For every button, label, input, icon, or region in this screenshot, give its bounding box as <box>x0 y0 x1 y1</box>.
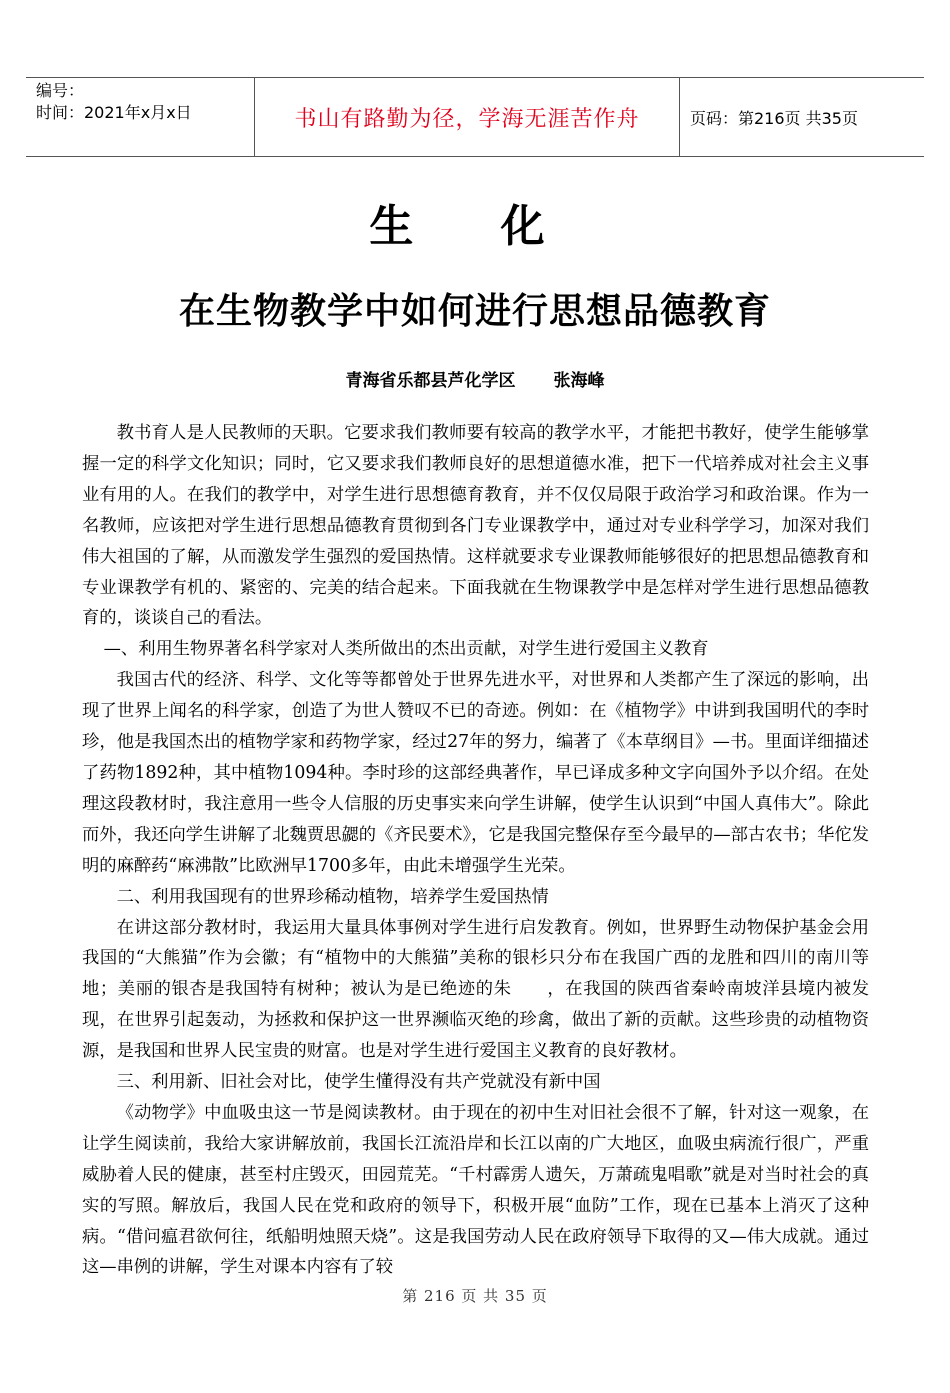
header-motto-cell <box>254 78 680 156</box>
header-page-info: 页码：第216页 共35页 <box>690 108 858 128</box>
header-meta <box>26 78 254 156</box>
section-heading: —、利用生物界著名科学家对人类所做出的杰出贡献，对学生进行爱国主义教育 <box>103 639 709 660</box>
author-line <box>0 366 950 391</box>
section-heading: 三、利用新、旧社会对比，使学生懂得没有共产党就没有新中国 <box>116 1072 601 1093</box>
page-header <box>26 77 924 157</box>
paragraph: 教书育人是人民教师的天职。它要求我们教师要有较高的教学水平，才能把书教好，使学生能够掌握一定的科学文化知识；同时，它又要求我们教师良好的思想道德水准，把下一代培养成对社会主义事业有用的人。在我们的教学中，对学生进行思想德育教育，并不仅仅局限于政治学习和政治课。作为一名教师，应该把对学生进行思想品德教育贯彻到各门专业课教学中，通过对专业科学学习，加深对我们伟大祖国的了解，从而激发学生强烈的爱国热情。这样就要求专业课教师能够很好的把思想品德教育和专业课教学有机的、紧密的、完美的结合起来。下面我就在生物课教学中是怎样对学生进行思想品德教育的，谈谈自己的看法。 <box>82 423 869 629</box>
time-label: 时间：2021年x月x日 <box>36 103 192 122</box>
paragraph: 在讲这部分教材时，我运用大量具体事例对学生进行启发教育。例如，世界野生动物保护基金会用我国的“大熊猫”作为会徽；有“植物中的大熊猫”美称的银杉只分布在我国广西的龙胜和四川的南川等地；美丽的银杏是我国特有树种；被认为是已绝迹的朱 ，在我国的陕西省秦岭南坡洋县境内被发现，在世界引起轰动，为拯救和保护这一世界濒临灭绝的珍禽，做出了新的贡献。这些珍贵的动植物资源，是我国和世界人民宝贵的财富。也是对学生进行爱国主义教育的良好教材。 <box>82 917 869 1062</box>
article-body <box>82 418 869 1283</box>
document-subtitle: 在生物教学中如何进行思想品德教育 <box>178 291 771 332</box>
section-heading: 二、利用我国现有的世界珍稀动植物，培养学生爱国热情 <box>116 886 549 907</box>
author-affiliation: 青海省乐都县芦化学区 <box>345 371 516 391</box>
paragraph: 我国古代的经济、科学、文化等等都曾处于世界先进水平，对世界和人类都产生了深远的影响，出现了世界上闻名的科学家，创造了为世人赞叹不已的奇迹。例如：在《植物学》中讲到我国明代的李时珍，他是我国杰出的植物学家和药物学家，经过27年的努力，编著了《本草纲目》—书。里面详细描述了药物1892种，其中植物1094种。李时珍的这部经典著作，早已译成多种文字向国外予以介绍。在处理这段教材时，我注意用一些令人信服的历史事实来向学生讲解，使学生认识到“中国人真伟大”。除此而外，我还向学生讲解了北魏贾思勰的《齐民要术》，它是我国完整保存至今最早的—部古农书；华佗发明的麻醉药“麻沸散”比欧洲早1700多年，由此未增强学生光荣。 <box>82 670 869 876</box>
paragraph: 《动物学》中血吸虫这一节是阅读教材。由于现在的初中生对旧社会很不了解，针对这一观象，在让学生阅读前，我给大家讲解放前，我国长江流沿岸和长江以南的广大地区，血吸虫病流行很广，严重威胁着人民的健康，甚至村庄毁灭，田园荒芜。“千村霹雳人遗矢，万萧疏鬼唱歌”就是对当时社会的真实的写照。解放后，我国人民在党和政府的领导下，积极开展“血防”工作，现在已基本上消灭了这种病。“借问瘟君欲何往，纸船明烛照天烧”。这是我国劳动人民在政府领导下取得的又—伟大成就。通过这—串例的讲解，学生对课本内容有了较 <box>82 1102 869 1278</box>
author-name: 张海峰 <box>553 371 605 391</box>
page-footer: 第 216 页 共 35 页 <box>402 1287 548 1305</box>
motto: 书山有路勤为径，学海无涯苦作舟 <box>294 106 640 132</box>
number-label: 编号： <box>36 81 85 100</box>
document-title: 生 化 <box>369 201 581 252</box>
